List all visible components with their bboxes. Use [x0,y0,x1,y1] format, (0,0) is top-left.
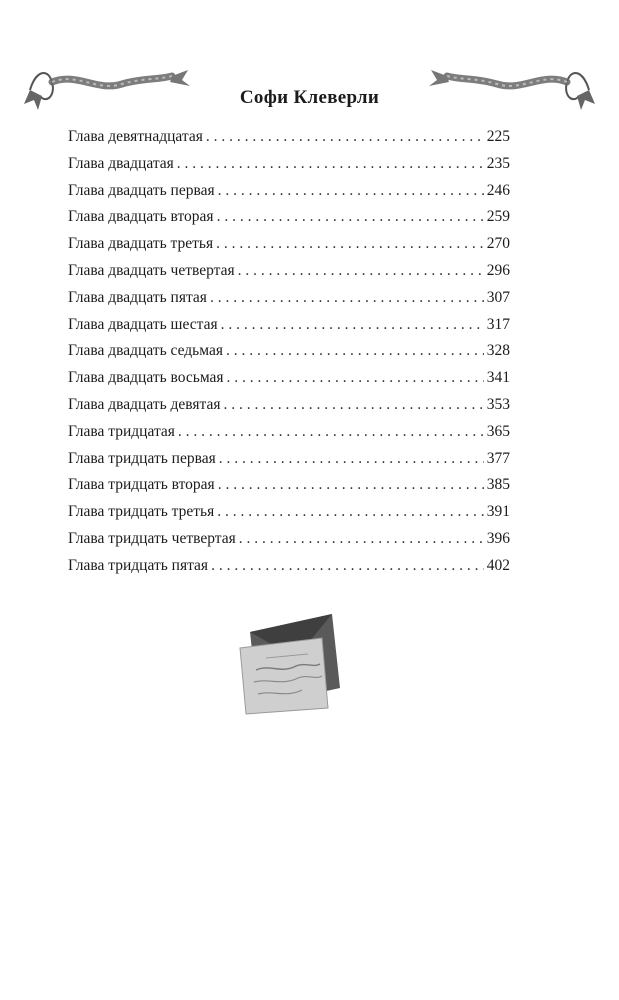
toc-entry [68,208,510,235]
toc-entry-page: 353 [486,395,510,413]
toc-entry-title: Глава тридцать первая [68,449,216,467]
toc-dot-leader [221,316,484,334]
toc-entry [68,423,510,450]
toc-entry [68,476,510,503]
toc-entry-page: 317 [486,315,510,333]
toc-dot-leader [206,128,484,146]
envelope-illustration-icon [236,608,346,718]
toc-entry-title: Глава тридцать четвертая [68,529,236,547]
toc-entry [68,182,510,209]
toc-entry [68,503,510,530]
toc-entry [68,128,510,155]
toc-entry [68,557,510,584]
toc-entry-page: 235 [486,154,510,172]
toc-entry [68,289,510,316]
toc-entry-title: Глава тридцать пятая [68,556,209,574]
table-of-contents [68,128,510,584]
toc-entry [68,155,510,182]
toc-entry [68,342,510,369]
toc-dot-leader [216,235,484,253]
toc-entry-title: Глава двадцать третья [68,235,214,253]
toc-dot-leader [227,369,484,387]
toc-dot-leader [226,342,484,360]
toc-entry-page: 246 [486,181,510,199]
page-header [0,60,619,120]
toc-entry-title: Глава тридцать третья [68,503,215,521]
toc-entry-page: 328 [486,342,510,360]
running-head-author: Софи Клеверли [239,87,380,108]
toc-entry-title: Глава двадцать седьмая [68,342,223,360]
toc-entry [68,316,510,343]
toc-entry-title: Глава девятнадцатая [68,128,203,145]
toc-entry-page: 396 [486,529,510,547]
toc-entry-title: Глава двадцать пятая [68,288,207,306]
toc-entry-title: Глава двадцать шестая [68,315,218,333]
toc-dot-leader [224,396,484,414]
toc-dot-leader [211,557,484,575]
toc-dot-leader [218,476,484,494]
toc-entry-title: Глава двадцать вторая [68,208,214,226]
toc-entry-page: 270 [486,235,510,253]
toc-dot-leader [218,182,484,200]
toc-entry-page: 259 [486,208,510,226]
toc-entry-page: 402 [486,556,510,574]
toc-entry-page: 225 [486,128,510,145]
toc-dot-leader [238,262,484,280]
toc-dot-leader [217,208,484,226]
toc-entry-title: Глава двадцать девятая [68,395,221,413]
toc-entry-title: Глава двадцать восьмая [68,369,224,387]
toc-entry-page: 307 [486,288,510,306]
toc-entry [68,450,510,477]
toc-entry-page: 391 [486,503,510,521]
toc-entry-page: 296 [486,261,510,279]
toc-entry [68,369,510,396]
toc-entry-page: 341 [486,369,510,387]
toc-entry-title: Глава тридцать вторая [68,476,215,494]
toc-entry-title: Глава двадцать четвертая [68,261,235,279]
toc-dot-leader [177,155,484,173]
toc-entry-page: 385 [486,476,510,494]
toc-entry-title: Глава двадцать первая [68,181,215,199]
toc-entry [68,530,510,557]
toc-entry [68,396,510,423]
toc-dot-leader [219,450,484,468]
toc-dot-leader [210,289,484,307]
toc-dot-leader [239,530,484,548]
toc-entry [68,235,510,262]
toc-entry-title: Глава двадцатая [68,154,174,172]
toc-entry [68,262,510,289]
ribbon-ornament-right-icon [427,60,597,120]
toc-entry-page: 377 [486,449,510,467]
toc-entry-page: 365 [486,422,510,440]
toc-entry-title: Глава тридцатая [68,422,175,440]
toc-dot-leader [217,503,484,521]
toc-dot-leader [178,423,484,441]
